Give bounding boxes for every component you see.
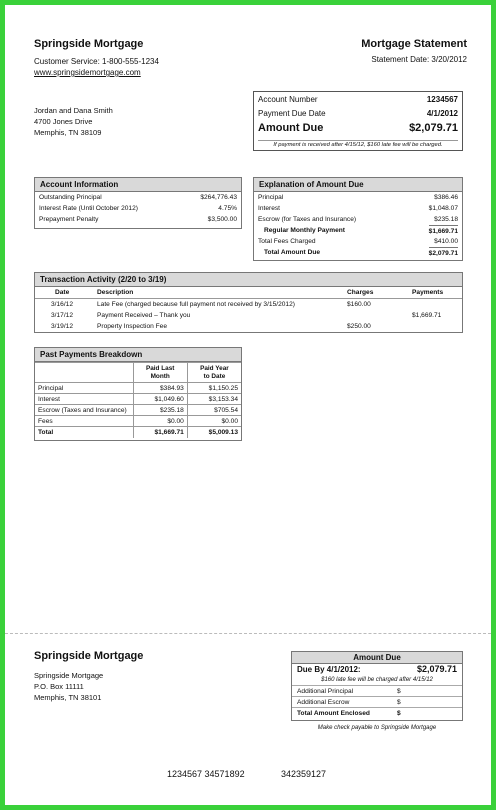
- row-value: $1,048.07: [428, 205, 458, 212]
- account-summary-box: [253, 91, 463, 151]
- row-value: $1,669.71: [429, 225, 458, 237]
- cell-charges: $250.00: [347, 323, 371, 330]
- due-date-row: [258, 109, 458, 118]
- row-label: Additional Principal: [297, 688, 354, 695]
- row-label: Interest: [258, 205, 280, 212]
- past-payments-box: [34, 347, 242, 441]
- explanation-row: [254, 192, 462, 203]
- row-label: Total Amount Due: [264, 249, 321, 256]
- cell-last: $1,049.60: [133, 394, 187, 405]
- remit-name: Springside Mortgage: [34, 671, 104, 680]
- additional-principal-row: [292, 685, 462, 696]
- row-label: Total Amount Enclosed: [297, 710, 370, 717]
- payable-note: Make check payable to Springside Mortgage: [317, 725, 437, 731]
- row-value: $264,776.43: [200, 194, 237, 201]
- transaction-activity-box: [34, 272, 463, 333]
- table-row: [35, 383, 241, 394]
- cell-description: Late Fee (charged because full payment not received by 3/15/2012): [97, 301, 295, 308]
- explanation-row: [254, 214, 462, 225]
- statement-title: Mortgage Statement: [361, 38, 467, 50]
- row-value: $3,500.00: [207, 216, 237, 223]
- cell-date: 3/16/12: [51, 301, 73, 308]
- row-label: Interest Rate (Until October 2012): [39, 205, 138, 212]
- table-header-row: [35, 363, 241, 383]
- due-by-label: Due By 4/1/2012:: [297, 665, 361, 674]
- additional-escrow-row: [292, 696, 462, 707]
- explanation-row: [254, 203, 462, 214]
- cell-payments: $1,669.71: [412, 312, 442, 319]
- cell-label: Fees: [35, 416, 133, 427]
- amount-due-value: $2,079.71: [409, 122, 458, 134]
- row-label: Escrow (for Taxes and Insurance): [258, 216, 357, 223]
- header-line: Paid Last: [145, 364, 175, 372]
- col-header-date: Date: [55, 289, 70, 296]
- table-row: [35, 394, 241, 405]
- header-line: Month: [150, 372, 170, 380]
- table-row-total: [35, 427, 241, 438]
- col-header-description: Description: [97, 289, 134, 296]
- cell-ytd: $0.00: [187, 416, 241, 427]
- cell-label: Escrow (Taxes and Insurance): [35, 405, 133, 416]
- account-information-title: Account Information: [35, 178, 241, 192]
- col-header-charges: Charges: [347, 289, 374, 296]
- cell-last: $0.00: [133, 416, 187, 427]
- account-number-value: 1234567: [426, 95, 458, 104]
- col-header-payments: Payments: [412, 289, 444, 296]
- table-row: [35, 310, 462, 321]
- cell-date: 3/17/12: [51, 312, 73, 319]
- row-label: Outstanding Principal: [39, 194, 102, 201]
- cell-ytd: $705.54: [187, 405, 241, 416]
- recipient-street: 4700 Jones Drive: [34, 117, 93, 126]
- account-number-row: [258, 95, 458, 104]
- account-info-row: [35, 203, 241, 214]
- due-by-amount: $2,079.71: [416, 664, 457, 674]
- micr-account-line: 1234567 34571892: [167, 769, 245, 779]
- mortgage-statement-page: [5, 5, 491, 805]
- header-line: Paid Year: [200, 364, 229, 372]
- explanation-title: Explanation of Amount Due: [254, 178, 462, 192]
- explanation-row: [254, 236, 462, 247]
- table-row: [35, 405, 241, 416]
- row-label: Principal: [258, 194, 284, 201]
- row-value: $2,079.71: [429, 247, 458, 259]
- account-information-box: [34, 177, 242, 229]
- cell-charges: $160.00: [347, 301, 371, 308]
- due-by-row: [292, 664, 462, 676]
- cell-date: 3/19/12: [51, 323, 73, 330]
- cell-description: Payment Received – Thank you: [97, 312, 191, 319]
- cell-ytd: $5,009.13: [187, 427, 241, 438]
- coupon-late-note: $160 late fee will be charged after 4/15/12: [321, 677, 433, 683]
- col-header-last-month: [133, 363, 187, 383]
- website-link[interactable]: www.springsidemortgage.com: [34, 68, 141, 77]
- table-row: [35, 321, 462, 332]
- row-label: Regular Monthly Payment: [264, 227, 345, 234]
- row-value: $235.18: [434, 216, 458, 223]
- customer-service: Customer Service: 1-800-555-1234: [34, 57, 159, 66]
- coupon-amount-box: [291, 651, 463, 721]
- recipient-name: Jordan and Dana Smith: [34, 106, 113, 115]
- row-value: $386.46: [434, 194, 458, 201]
- table-row: [35, 299, 462, 310]
- regular-payment-row: [254, 225, 462, 236]
- statement-date: Statement Date: 3/20/2012: [371, 55, 467, 64]
- coupon-box-title: Amount Due: [292, 652, 462, 664]
- micr-routing-line: 342359127: [281, 769, 327, 779]
- due-date-value: 4/1/2012: [426, 109, 458, 118]
- account-info-row: [35, 192, 241, 203]
- past-payments-table: [35, 362, 241, 438]
- cell-last: $1,669.71: [133, 427, 187, 438]
- row-label: Additional Escrow: [297, 699, 350, 706]
- cell-label: Total: [35, 427, 133, 438]
- transaction-activity-title: Transaction Activity (2/20 to 3/19): [35, 273, 462, 287]
- remit-city: Memphis, TN 38101: [34, 693, 102, 702]
- recipient-city: Memphis, TN 38109: [34, 128, 102, 137]
- amount-due-label: Amount Due: [258, 122, 324, 134]
- row-label: Prepayment Penalty: [39, 216, 99, 223]
- cell-last: $235.18: [133, 405, 187, 416]
- row-label: Total Fees Charged: [258, 238, 316, 245]
- company-name: Springside Mortgage: [34, 38, 144, 50]
- account-number-label: Account Number: [258, 95, 318, 104]
- cell-description: Property Inspection Fee: [97, 323, 168, 330]
- transaction-header-row: [35, 287, 462, 299]
- account-info-row: [35, 214, 241, 225]
- table-row: [35, 416, 241, 427]
- due-date-label: Payment Due Date: [258, 109, 326, 118]
- dollar-sign: $: [397, 688, 401, 695]
- col-header-year-to-date: [187, 363, 241, 383]
- row-value: 4.75%: [218, 205, 237, 212]
- cell-label: Principal: [35, 383, 133, 394]
- dollar-sign: $: [397, 710, 401, 717]
- header-line: to Date: [203, 372, 226, 380]
- amount-due-row: [258, 122, 458, 134]
- total-due-row: [254, 247, 462, 258]
- total-enclosed-row: [292, 707, 462, 718]
- cell-ytd: $1,150.25: [187, 383, 241, 394]
- past-payments-title: Past Payments Breakdown: [35, 348, 241, 362]
- cell-ytd: $3,153.34: [187, 394, 241, 405]
- late-fee-note: If payment is received after 4/15/12, $160 late fee will be charged.: [258, 140, 458, 148]
- cell-last: $384.93: [133, 383, 187, 394]
- row-value: $410.00: [434, 238, 458, 245]
- explanation-box: [253, 177, 463, 261]
- remit-box: P.O. Box 11111: [34, 682, 84, 691]
- blank-header: [35, 363, 133, 383]
- coupon-company-name: Springside Mortgage: [34, 650, 144, 662]
- dollar-sign: $: [397, 699, 401, 706]
- cell-label: Interest: [35, 394, 133, 405]
- tear-off-line: [5, 633, 491, 634]
